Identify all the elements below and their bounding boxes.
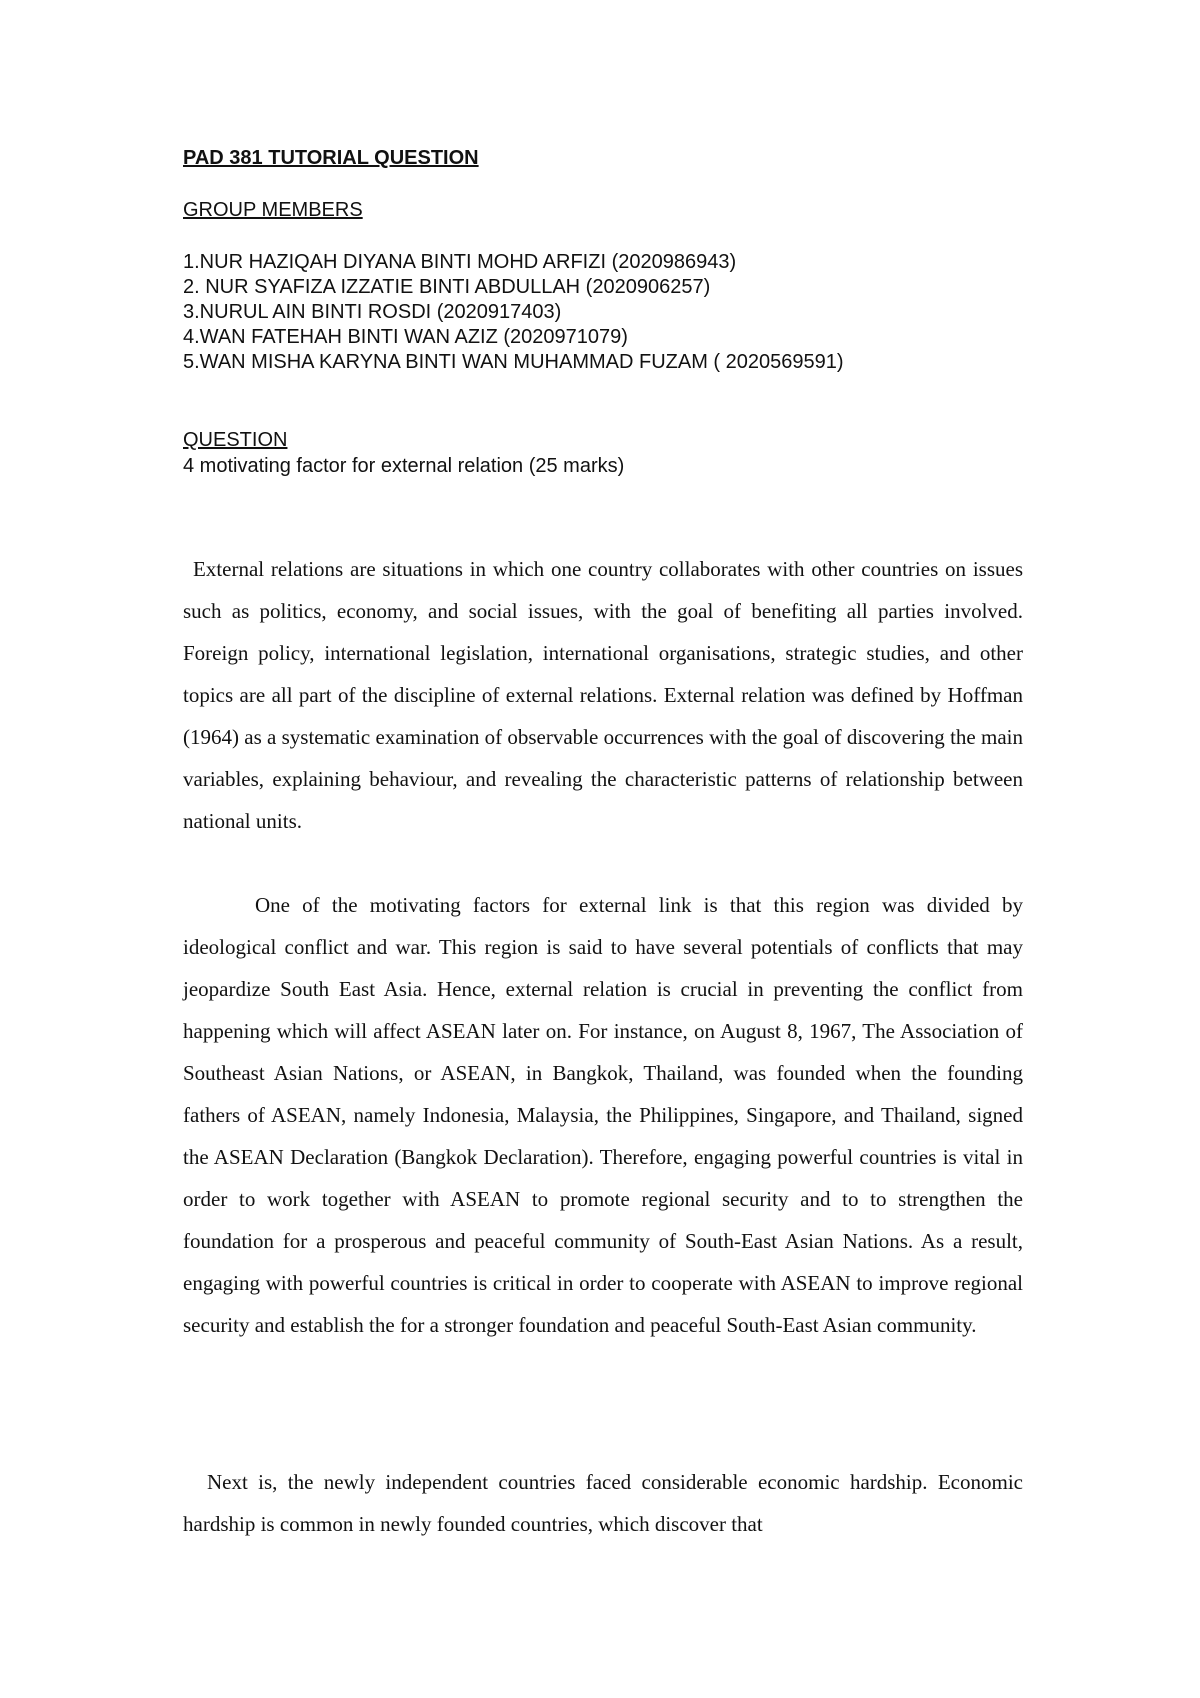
group-member-item: 4.WAN FATEHAH BINTI WAN AZIZ (2020971079) (183, 326, 628, 348)
group-members-list (183, 250, 844, 375)
group-member-item: 5.WAN MISHA KARYNA BINTI WAN MUHAMMAD FUZAM ( 2020569591) (183, 351, 844, 373)
group-member-item: 2. NUR SYAFIZA IZZATIE BINTI ABDULLAH (2020906257) (183, 276, 711, 298)
group-members-heading: GROUP MEMBERS (183, 199, 363, 221)
group-member-item: 3.NURUL AIN BINTI ROSDI (2020917403) (183, 301, 562, 323)
question-heading: QUESTION (183, 429, 288, 451)
group-member-item: 1.NUR HAZIQAH DIYANA BINTI MOHD ARFIZI (2020986943) (183, 251, 737, 273)
body-paragraph: External relations are situations in which one country collaborates with other countries on issues such as politics, economy, and social issues, with the goal of benefiting all parties involved. Foreign policy, international legislation, international organisations, strategic studies, and other topics are all part of the discipline of external relations. External relation was defined by Hoffman (1964) as a systematic examination of observable occurrences with the goal of discovering the main variables, explaining behaviour, and revealing the characteristic patterns of relationship between national units. (183, 557, 1023, 833)
body-paragraph: One of the motivating factors for external link is that this region was divided by ideological conflict and war. This region is said to have several potentials of conflicts that may jeopardize South East Asia. Hence, external relation is crucial in preventing the conflict from happening which will affect ASEAN later on. For instance, on August 8, 1967, The Association of Southeast Asian Nations, or ASEAN, in Bangkok, Thailand, was founded when the founding fathers of ASEAN, namely Indonesia, Malaysia, the Philippines, Singapore, and Thailand, signed the ASEAN Declaration (Bangkok Declaration). Therefore, engaging powerful countries is vital in order to work together with ASEAN to promote regional security and to to strengthen the foundation for a prosperous and peaceful community of South-East Asian Nations. As a result, engaging with powerful countries is critical in order to cooperate with ASEAN to improve regional security and establish the for a stronger foundation and peaceful South-East Asian community. (183, 893, 1023, 1337)
question-text: 4 motivating factor for external relation (25 marks) (183, 455, 625, 477)
body-paragraph: Next is, the newly independent countries faced considerable economic hardship. Economic hardship is common in newly founded countries, which discover that (183, 1470, 1023, 1536)
document-title: PAD 381 TUTORIAL QUESTION (183, 147, 479, 169)
